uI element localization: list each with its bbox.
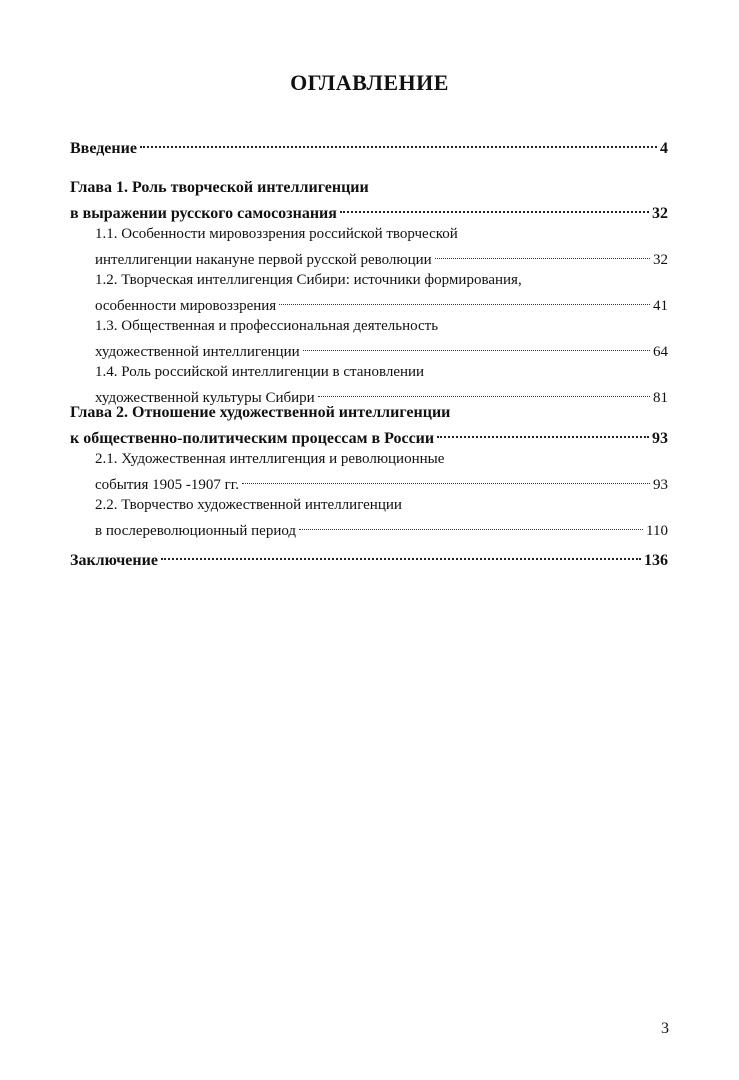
chapter-title-line-1: Глава 1. Роль творческой интеллигенции [70, 179, 369, 196]
dot-leader [299, 515, 643, 535]
toc-section-2-1 [70, 449, 668, 495]
toc-section-1-1 [70, 224, 668, 270]
dot-leader [161, 545, 641, 565]
section-title-line-1: 1.1. Особенности мировоззрения российской творческой [95, 226, 458, 242]
toc-entry-label: Введение [70, 140, 137, 157]
toc-entry-intro [70, 133, 668, 159]
toc-entry-conclusion [70, 545, 668, 571]
toc-chapter-1 [70, 178, 668, 408]
section-title-line-2: события 1905 -1907 гг. [95, 477, 239, 493]
dot-leader [303, 336, 650, 356]
toc-entry-label: Заключение [70, 552, 158, 569]
dot-leader [279, 290, 650, 310]
toc-page-number: 4 [660, 140, 668, 157]
section-title-line-2: художественной интеллигенции [95, 344, 300, 360]
toc-section-1-2 [70, 270, 668, 316]
section-title-line-2: интеллигенции накануне первой русской революции [95, 252, 432, 268]
page-number: 3 [661, 1020, 669, 1037]
dot-leader [318, 382, 650, 402]
chapter-title-line-2: к общественно-политическим процессам в России [70, 430, 435, 447]
dot-leader [242, 469, 650, 489]
toc-page-number: 32 [652, 205, 668, 222]
dot-leader [140, 133, 657, 153]
toc-page-number: 64 [653, 344, 668, 360]
chapter-title-line-2: в выражении русского самосознания [70, 205, 337, 222]
section-title-line-1: 2.2. Творчество художественной интеллигенции [95, 497, 402, 513]
section-title-line-1: 2.1. Художественная интеллигенция и революционные [95, 451, 445, 467]
toc-page-number: 110 [646, 523, 668, 539]
toc-page-number: 81 [653, 390, 668, 406]
toc-page-number: 136 [644, 552, 668, 569]
toc-chapter-2 [70, 403, 668, 541]
section-title-line-2: художественной культуры Сибири [95, 390, 315, 406]
page-title: ОГЛАВЛЕНИЕ [290, 70, 449, 95]
toc-section-1-4 [70, 362, 668, 408]
chapter-title-line-1: Глава 2. Отношение художественной интеллигенции [70, 404, 451, 421]
toc-page-number: 93 [652, 430, 668, 447]
section-title-line-2: в послереволюционный период [95, 523, 297, 539]
toc-page-number: 32 [653, 252, 668, 268]
section-title-line-1: 1.4. Роль российской интеллигенции в становлении [95, 364, 425, 380]
toc-section-1-3 [70, 316, 668, 362]
dot-leader [435, 244, 650, 264]
section-title-line-1: 1.3. Общественная и профессиональная деятельность [95, 318, 439, 334]
toc-page-number: 41 [653, 298, 668, 314]
toc-page-number: 93 [653, 477, 668, 493]
section-title-line-1: 1.2. Творческая интеллигенция Сибири: источники формирования, [95, 272, 522, 288]
dot-leader [340, 198, 649, 218]
section-title-line-2: особенности мировоззрения [95, 298, 277, 314]
dot-leader [437, 423, 649, 443]
toc-section-2-2 [70, 495, 668, 541]
